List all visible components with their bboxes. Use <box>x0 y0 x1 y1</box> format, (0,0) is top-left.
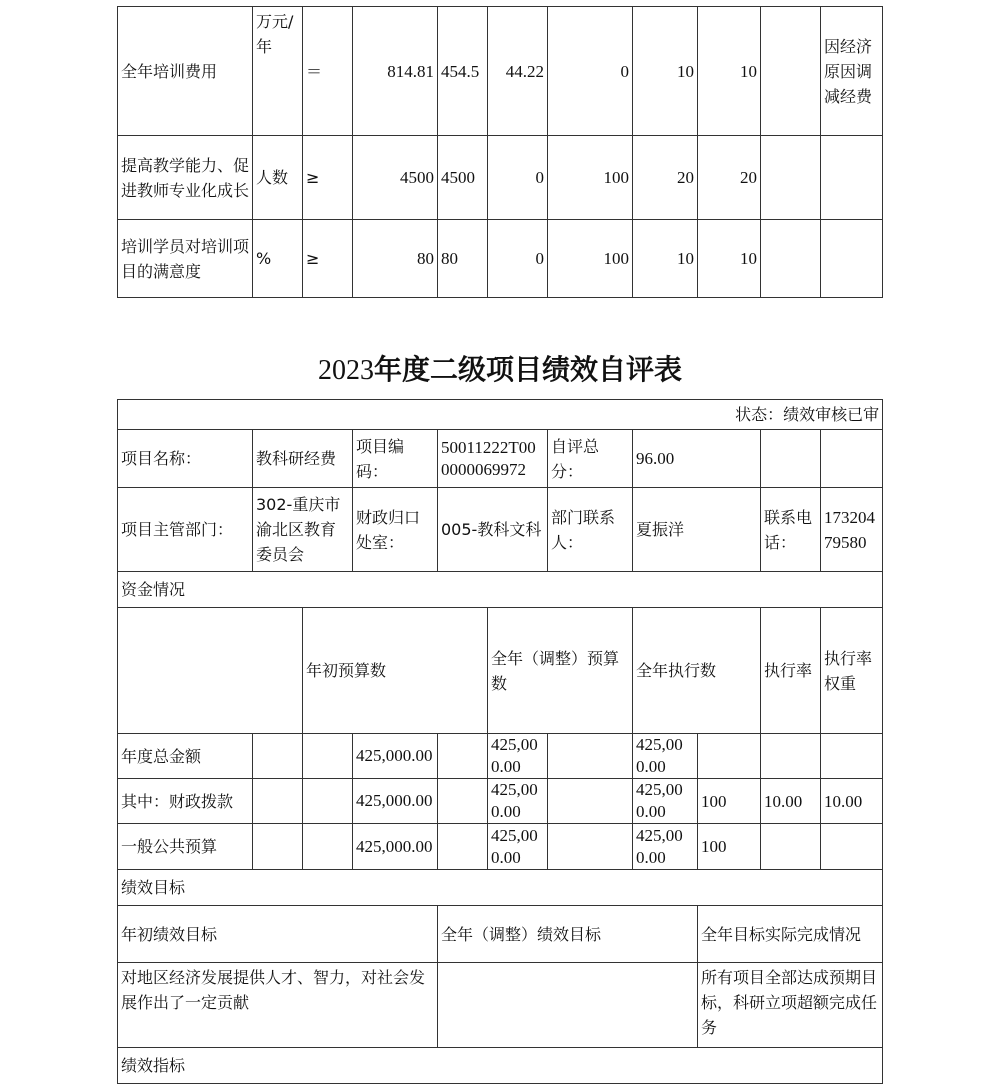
project-code: 50011222T000000069972 <box>438 430 548 488</box>
funds-executed: 425,000.00 <box>633 734 698 779</box>
empty-cell <box>438 734 488 779</box>
indicator-unit: 万元/年 <box>253 7 303 136</box>
self-score-label: 自评总分： <box>548 430 633 488</box>
indicator-weight: 20 <box>633 136 698 220</box>
funds-row-label: 其中：财政拨款 <box>118 779 253 824</box>
indicator-remark <box>761 7 821 136</box>
table-row <box>118 734 883 779</box>
empty-cell <box>548 779 633 824</box>
indicator-reason: 因经济原因调减经费 <box>821 7 883 136</box>
table-row <box>118 963 883 1048</box>
funds-score <box>821 824 883 870</box>
funds-row-label: 一般公共预算 <box>118 824 253 870</box>
funds-rate <box>698 734 761 779</box>
empty-cell <box>253 824 303 870</box>
indicator-weight: 10 <box>633 7 698 136</box>
empty-cell <box>761 430 821 488</box>
title-text: 年度二级项目绩效自评表 <box>373 353 682 386</box>
self-score: 96.00 <box>633 430 761 488</box>
table-row <box>118 779 883 824</box>
contact-value: 夏振洋 <box>633 488 761 572</box>
indicator-unit: 人数 <box>253 136 303 220</box>
indicator-target: 4500 <box>353 136 438 220</box>
indicator-unit: % <box>253 220 303 298</box>
evaluation-form <box>117 399 883 1084</box>
indicator-operator: ＝ <box>303 7 353 136</box>
empty-cell <box>303 779 353 824</box>
header-adjusted-budget: 全年（调整）预算数 <box>488 608 633 734</box>
project-name: 教科研经费 <box>253 430 353 488</box>
empty-cell <box>548 734 633 779</box>
funds-rate: 100 <box>698 824 761 870</box>
empty-cell <box>303 734 353 779</box>
indicator-table <box>117 6 883 298</box>
phone-label: 联系电话： <box>761 488 821 572</box>
goals-adjusted-text <box>438 963 698 1048</box>
project-code-label: 项目编码： <box>353 430 438 488</box>
indicator-target: 80 <box>353 220 438 298</box>
goals-initial-text: 对地区经济发展提供人才、智力，对社会发展作出了一定贡献 <box>118 963 438 1048</box>
funds-adjusted: 425,000.00 <box>488 734 548 779</box>
funds-weight <box>761 734 821 779</box>
header-rate-weight: 执行率权重 <box>821 608 883 734</box>
table-row <box>118 430 883 488</box>
funds-section-label: 资金情况 <box>118 572 883 608</box>
table-row <box>118 488 883 572</box>
funds-weight: 10.00 <box>761 779 821 824</box>
status-text: 状态：绩效审核已审 <box>118 400 883 430</box>
indicator-actual: 4500 <box>438 136 488 220</box>
empty-cell <box>821 430 883 488</box>
indicator-deviation: 0 <box>488 136 548 220</box>
funds-initial: 425,000.00 <box>353 824 438 870</box>
header-initial-budget: 年初预算数 <box>303 608 488 734</box>
indicator-remark <box>761 220 821 298</box>
indicator-reason <box>821 136 883 220</box>
empty-cell <box>253 734 303 779</box>
indicator-rate: 0 <box>548 7 633 136</box>
indicator-name: 提高教学能力、促进教师专业化成长 <box>118 136 253 220</box>
goals-adjusted-label: 全年（调整）绩效目标 <box>438 906 698 963</box>
title-year: 2023 <box>317 355 374 386</box>
table-header-row <box>118 608 883 734</box>
indicator-deviation: 44.22 <box>488 7 548 136</box>
indicator-operator: ≥ <box>303 220 353 298</box>
indicator-rate: 100 <box>548 136 633 220</box>
indicator-actual: 454.5 <box>438 7 488 136</box>
indicator-rate: 100 <box>548 220 633 298</box>
table-row <box>118 7 883 136</box>
funds-score: 10.00 <box>821 779 883 824</box>
goals-initial-label: 年初绩效目标 <box>118 906 438 963</box>
header-exec-rate: 执行率 <box>761 608 821 734</box>
indicator-remark <box>761 136 821 220</box>
empty-cell <box>253 779 303 824</box>
indicator-weight: 10 <box>633 220 698 298</box>
funds-score <box>821 734 883 779</box>
goals-section-label: 绩效目标 <box>118 870 883 906</box>
section-row <box>118 572 883 608</box>
empty-cell <box>303 824 353 870</box>
funds-rate: 100 <box>698 779 761 824</box>
goals-actual-text: 所有项目全部达成预期目标，科研立项超额完成任务 <box>698 963 883 1048</box>
funds-executed: 425,000.00 <box>633 824 698 870</box>
status-row <box>118 400 883 430</box>
table-row <box>118 136 883 220</box>
empty-cell <box>548 824 633 870</box>
indicator-target: 814.81 <box>353 7 438 136</box>
empty-cell <box>118 608 303 734</box>
funds-initial: 425,000.00 <box>353 779 438 824</box>
section-row <box>118 870 883 906</box>
phone-value: 17320479580 <box>821 488 883 572</box>
indicator-score: 10 <box>698 220 761 298</box>
indicator-score: 10 <box>698 7 761 136</box>
funds-weight <box>761 824 821 870</box>
project-name-label: 项目名称： <box>118 430 253 488</box>
goals-actual-label: 全年目标实际完成情况 <box>698 906 883 963</box>
funds-initial: 425,000.00 <box>353 734 438 779</box>
indicator-score: 20 <box>698 136 761 220</box>
indicator-deviation: 0 <box>488 220 548 298</box>
indicator-name: 全年培训费用 <box>118 7 253 136</box>
table-row <box>118 220 883 298</box>
indicator-name: 培训学员对培训项目的满意度 <box>118 220 253 298</box>
dept-label: 项目主管部门： <box>118 488 253 572</box>
indicator-reason <box>821 220 883 298</box>
empty-cell <box>438 779 488 824</box>
finance-value: 005-教科文科 <box>438 488 548 572</box>
finance-label: 财政归口处室： <box>353 488 438 572</box>
indicator-actual: 80 <box>438 220 488 298</box>
funds-executed: 425,000.00 <box>633 779 698 824</box>
indicators-section-label: 绩效指标 <box>118 1048 883 1084</box>
empty-cell <box>438 824 488 870</box>
page-title <box>0 350 1000 391</box>
section-row <box>118 1048 883 1084</box>
table-header-row <box>118 906 883 963</box>
contact-label: 部门联系人： <box>548 488 633 572</box>
funds-adjusted: 425,000.00 <box>488 824 548 870</box>
funds-adjusted: 425,000.00 <box>488 779 548 824</box>
funds-row-label: 年度总金额 <box>118 734 253 779</box>
table-row <box>118 824 883 870</box>
indicator-operator: ≥ <box>303 136 353 220</box>
dept-value: 302-重庆市渝北区教育委员会 <box>253 488 353 572</box>
header-executed: 全年执行数 <box>633 608 761 734</box>
